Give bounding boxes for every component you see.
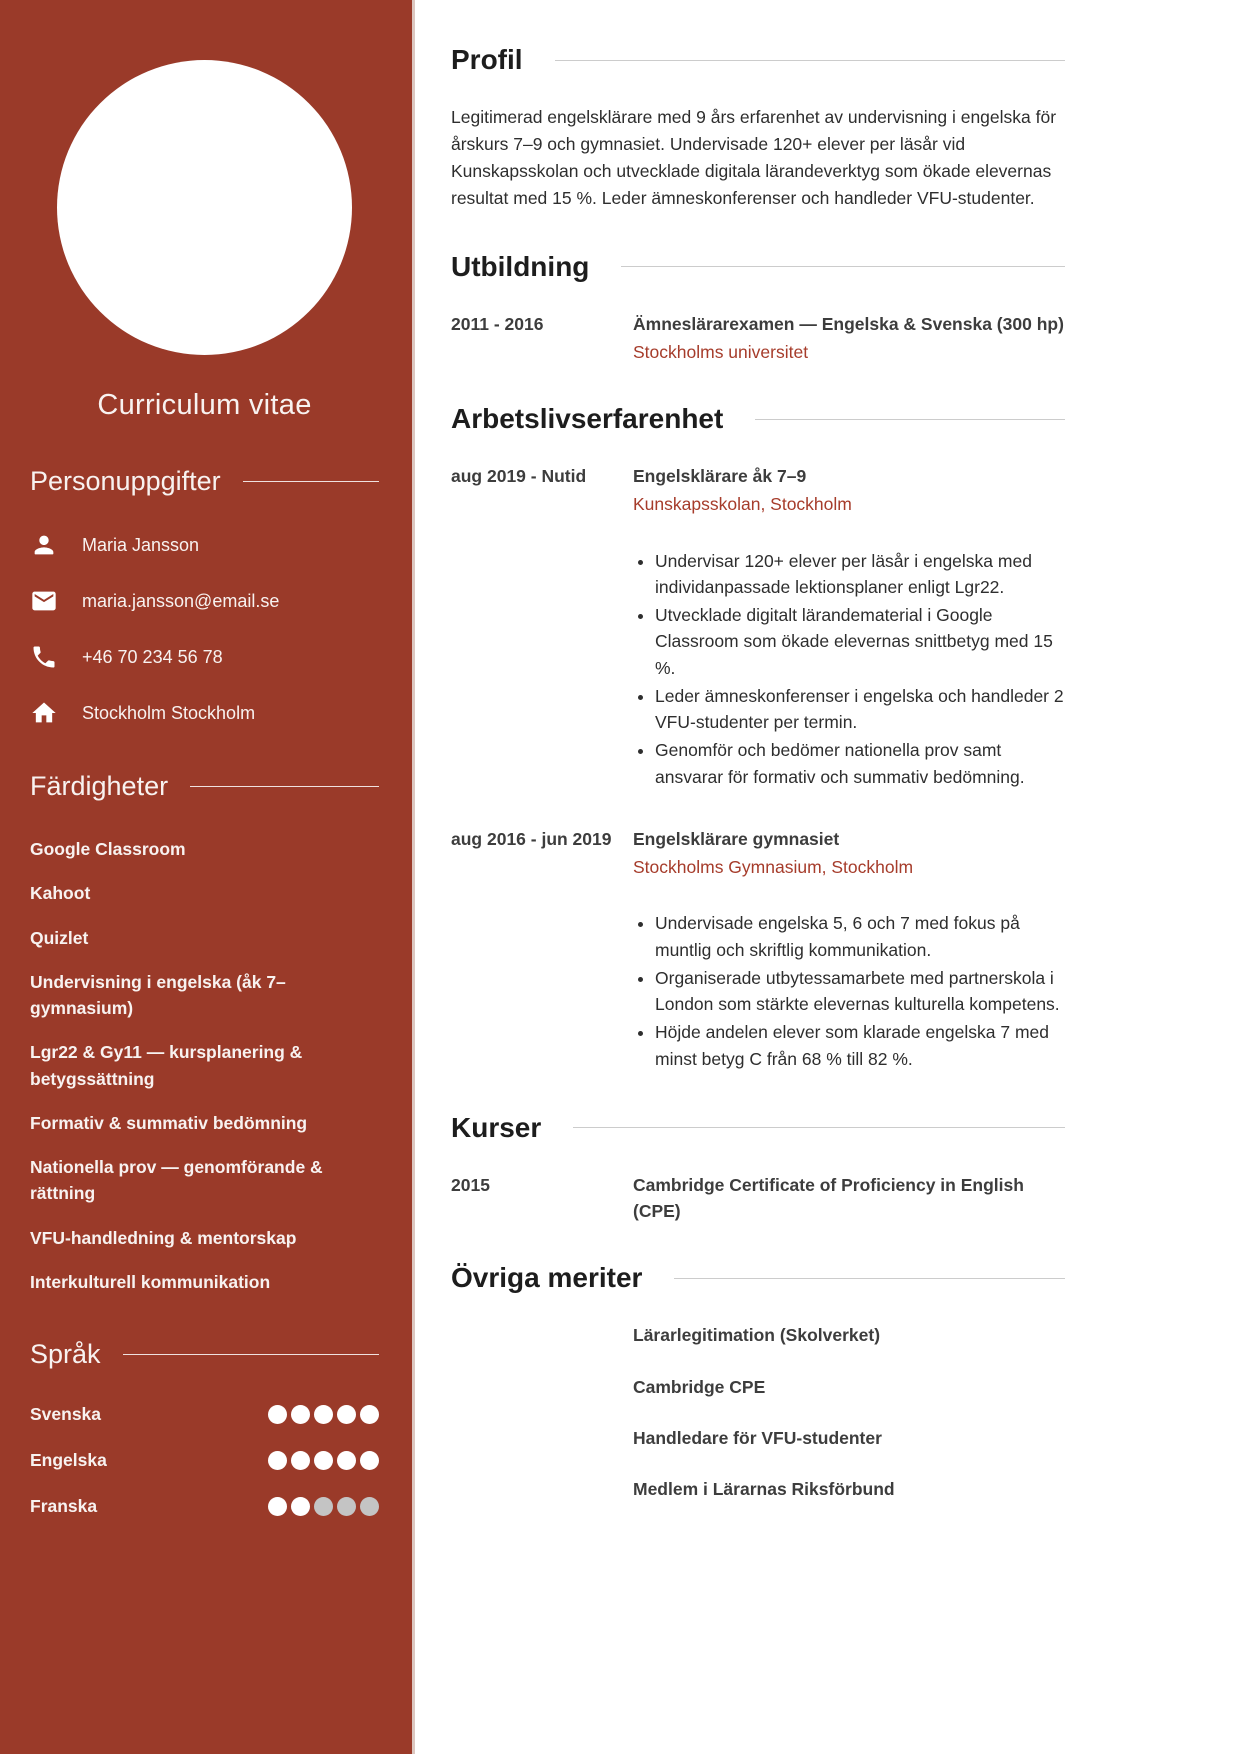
skill-item: Formativ & summativ bedömning [30, 1112, 308, 1133]
merit-row [451, 1322, 1065, 1348]
experience-entry [451, 826, 1065, 1074]
merit-item: Handledare för VFU-studenter [633, 1427, 882, 1448]
profile-heading [451, 44, 1065, 76]
heading-rule [555, 60, 1065, 61]
course-detail [633, 1172, 1065, 1225]
language-level-dots [268, 1451, 379, 1470]
merits-heading [451, 1262, 1065, 1294]
education-period: 2011 - 2016 [451, 313, 544, 334]
bullet-item: • Organiserade utbytessamarbete med partnerskola i London som stärkte elevernas kulturella kompetens. [655, 965, 1065, 1018]
job-bullets [633, 548, 1065, 790]
courses-heading [451, 1112, 1065, 1144]
job-detail [633, 826, 1065, 1074]
heading-rule [755, 419, 1065, 420]
languages-heading-label: Språk [30, 1339, 101, 1369]
language-level-dot [291, 1497, 310, 1516]
contact-location: Stockholm Stockholm [82, 702, 256, 723]
home-icon [30, 699, 58, 727]
language-level-dot [360, 1405, 379, 1424]
contact-row-name [30, 531, 379, 559]
bullet-item: • Utvecklade digitalt lärandematerial i Google Classroom som ökade elevernas snittbetyg med 15 %. [655, 602, 1065, 681]
language-row [30, 1450, 379, 1471]
job-title: Engelsklärare åk 7–9 [633, 466, 807, 486]
skills-heading-label: Färdigheter [30, 771, 169, 801]
language-level-dot [337, 1405, 356, 1424]
job-title: Engelsklärare gymnasiet [633, 828, 840, 849]
merit-row [451, 1476, 1065, 1502]
bullet-item: • Undervisade engelska 5, 6 och 7 med fokus på muntlig och skriftlig kommunikation. [655, 910, 1065, 963]
heading-rule [243, 481, 379, 482]
language-level-dot [268, 1451, 287, 1470]
contact-email: maria.jansson@email.se [82, 590, 280, 611]
merits-section [451, 1262, 1065, 1502]
experience-heading-label: Arbetslivserfarenhet [451, 403, 724, 434]
profile-section [451, 44, 1065, 213]
language-name: Engelska [30, 1450, 107, 1470]
profile-text: Legitimerad engelsklärare med 9 års erfarenhet av undervisning i engelska för årskurs 7–9 och gymnasiet. Undervisade 120+ elever per läsår vid Kunskapsskolan och utvecklade digitala lärandeverktyg som ökade elevernas resultat med 15 %. Leder ämneskonferenser och handleder VFU-studenter. [451, 107, 1057, 209]
person-icon [30, 531, 58, 559]
language-name: Franska [30, 1496, 98, 1516]
language-level-dot [291, 1451, 310, 1470]
bullet-item: • Leder ämneskonferenser i engelska och handleder 2 VFU-studenter per termin. [655, 683, 1065, 736]
experience-entry [451, 463, 1065, 792]
education-section [451, 251, 1065, 366]
heading-rule [674, 1278, 1065, 1279]
experience-heading [451, 403, 1065, 435]
job-company: Kunskapsskolan, Stockholm [633, 494, 852, 515]
bullet-item: • Höjde andelen elever som klarade engelska 7 med minst betyg C från 68 % till 82 %. [655, 1019, 1065, 1072]
profile-heading-label: Profil [451, 44, 523, 75]
personal-info-heading-label: Personuppgifter [30, 466, 221, 496]
language-level-dot [268, 1497, 287, 1516]
merit-row [451, 1374, 1065, 1400]
contact-name: Maria Jansson [82, 534, 200, 555]
language-level-dot [337, 1497, 356, 1516]
education-title: Ämneslärarexamen — Engelska & Svenska (300 hp) [633, 313, 1064, 334]
skills-heading [30, 771, 379, 802]
skill-item: Lgr22 & Gy11 — kursplanering & betygssättning [30, 1042, 303, 1089]
courses-heading-label: Kurser [451, 1111, 542, 1143]
skill-item: Quizlet [30, 927, 89, 948]
email-icon [30, 587, 58, 615]
sidebar [0, 0, 415, 1754]
heading-rule [123, 1354, 379, 1355]
language-level-dot [360, 1497, 379, 1516]
job-detail [633, 463, 1065, 792]
skill-list [30, 836, 379, 1295]
language-row [30, 1404, 379, 1425]
profile-photo-placeholder [57, 60, 352, 355]
heading-rule [621, 266, 1065, 267]
bullet-item: • Genomför och bedömer nationella prov samt ansvarar för formativ och summativ bedömning. [655, 737, 1065, 790]
courses-section [451, 1112, 1065, 1225]
languages-heading [30, 1339, 379, 1370]
merit-row [451, 1425, 1065, 1451]
merits-heading-label: Övriga meriter [451, 1262, 643, 1294]
experience-section [451, 403, 1065, 1074]
job-bullets [633, 910, 1065, 1072]
contact-row-phone [30, 643, 379, 671]
language-level-dot [337, 1451, 356, 1470]
language-level-dot [291, 1405, 310, 1424]
skill-item: Kahoot [30, 883, 91, 904]
language-level-dots [268, 1497, 379, 1516]
languages-section [30, 1339, 379, 1517]
job-company: Stockholms Gymnasium, Stockholm [633, 857, 914, 877]
language-level-dots [268, 1405, 379, 1424]
contact-row-location [30, 699, 379, 727]
education-detail [633, 311, 1065, 366]
skill-item: Interkulturell kommunikation [30, 1271, 271, 1292]
phone-icon [30, 643, 58, 671]
merit-item: Cambridge CPE [633, 1376, 766, 1397]
language-level-dot [314, 1405, 333, 1424]
education-institution: Stockholms universitet [633, 341, 809, 362]
skill-item: VFU-handledning & mentorskap [30, 1227, 297, 1248]
merit-item: Medlem i Lärarnas Riksförbund [633, 1479, 895, 1499]
course-period: 2015 [451, 1174, 490, 1195]
heading-rule [573, 1127, 1065, 1128]
language-name: Svenska [30, 1404, 102, 1424]
personal-info-section [30, 466, 379, 727]
language-level-dot [314, 1497, 333, 1516]
contact-row-email [30, 587, 379, 615]
main-content [415, 0, 1241, 1754]
language-level-dot [314, 1451, 333, 1470]
cv-title: Curriculum vitae [97, 389, 312, 421]
education-entry [451, 311, 1065, 366]
language-level-dot [360, 1451, 379, 1470]
merit-item: Lärarlegitimation (Skolverket) [633, 1325, 881, 1346]
personal-info-heading [30, 466, 379, 497]
education-heading-label: Utbildning [451, 250, 590, 282]
contact-phone: +46 70 234 56 78 [82, 646, 223, 667]
skill-item: Undervisning i engelska (åk 7–gymnasium) [30, 971, 286, 1018]
skill-item: Nationella prov — genomförande & rättning [30, 1157, 323, 1204]
heading-rule [190, 786, 379, 787]
course-entry [451, 1172, 1065, 1225]
job-period: aug 2016 - jun 2019 [451, 828, 612, 849]
education-heading [451, 251, 1065, 283]
bullet-item: • Undervisar 120+ elever per läsår i engelska med individanpassade lektionsplaner enligt Lgr22. [655, 548, 1065, 601]
course-title: Cambridge Certificate of Proficiency in English (CPE) [633, 1174, 1024, 1221]
language-level-dot [268, 1405, 287, 1424]
language-row [30, 1496, 379, 1517]
job-period: aug 2019 - Nutid [451, 466, 587, 486]
skill-item: Google Classroom [30, 839, 186, 859]
skills-section [30, 771, 379, 1295]
